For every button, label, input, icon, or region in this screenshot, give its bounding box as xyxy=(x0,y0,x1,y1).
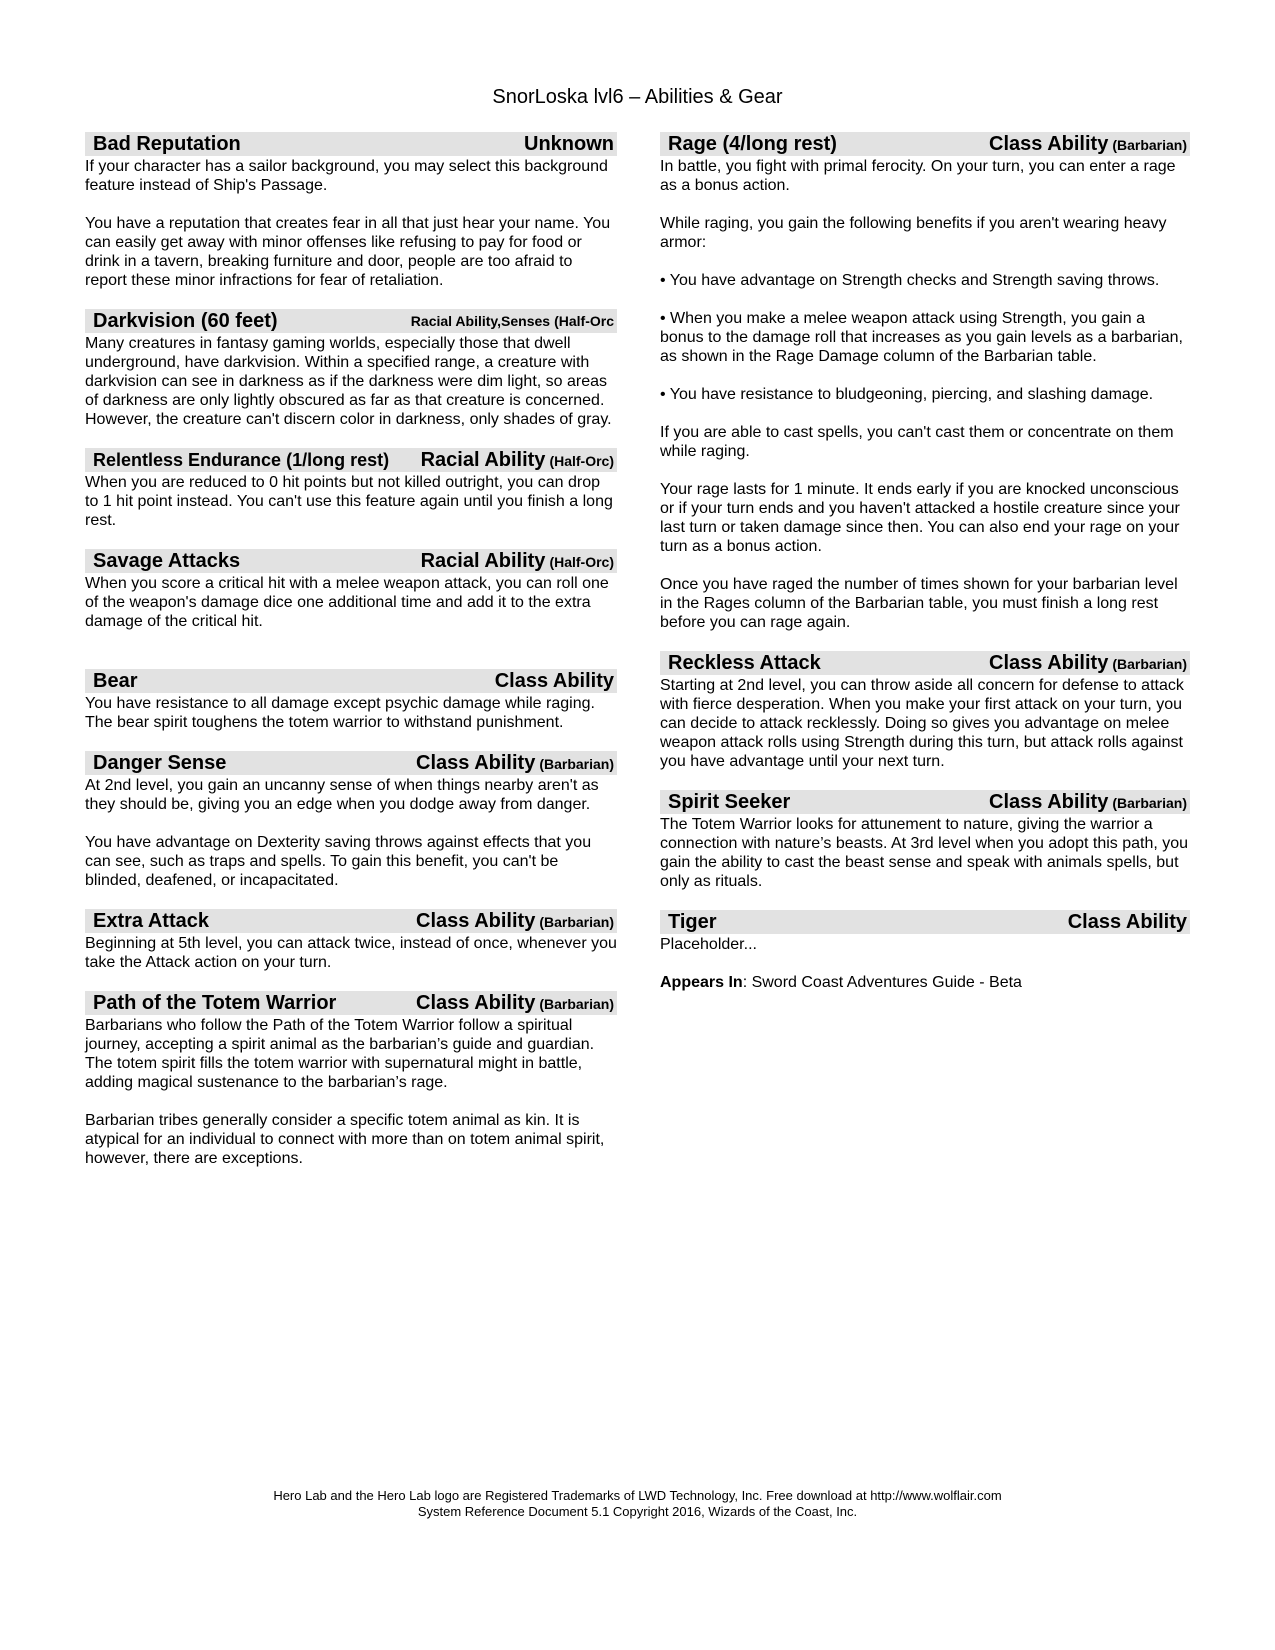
ability-source: (Barbarian) xyxy=(539,996,614,1012)
paragraph: Many creatures in fantasy gaming worlds, especially those that dwell underground, have darkvision. Within a specified range, a creature with darkvision can see in darkness as if the darkness were dim light, so areas of darkness are only lightly obscured as far as that creature is concerned. However, the creature can't discern color in darkness, only shades of gray. xyxy=(85,335,612,428)
ability-name: Reckless Attack xyxy=(668,652,821,674)
ability-type: Class Ability xyxy=(416,910,536,932)
ability-source: (Barbarian) xyxy=(539,914,614,930)
ability-source: (Barbarian) xyxy=(539,756,614,772)
ability-description xyxy=(660,934,1190,992)
paragraph: Beginning at 5th level, you can attack twice, instead of once, whenever you take the Attack action on your turn. xyxy=(85,935,617,971)
ability-header xyxy=(660,790,1190,814)
ability-type: Class Ability xyxy=(989,652,1109,674)
ability-source: (Half-Orc) xyxy=(549,554,614,570)
ability-source: (Half-Orc) xyxy=(549,453,614,469)
ability-description xyxy=(660,675,1190,771)
paragraph: • You have advantage on Strength checks and Strength saving throws. xyxy=(660,272,1160,289)
paragraph: You have resistance to all damage except psychic damage while raging. The bear spirit toughens the totem warrior to withstand punishment. xyxy=(85,695,595,731)
ability-name: Relentless Endurance (1/long rest) xyxy=(93,450,390,470)
ability-description xyxy=(660,814,1190,891)
ability-description xyxy=(660,156,1190,632)
ability-description xyxy=(85,775,617,890)
paragraph: In battle, you fight with primal ferocity. On your turn, you can enter a rage as a bonus action. xyxy=(660,158,1176,194)
ability-header xyxy=(85,309,617,333)
ability-name: Savage Attacks xyxy=(93,550,241,572)
ability-header xyxy=(85,448,617,472)
paragraph: If you are able to cast spells, you can't cast them or concentrate on them while raging. xyxy=(660,424,1174,460)
ability-source: (Half-Orc xyxy=(554,313,614,329)
ability-source: (Barbarian) xyxy=(1112,656,1187,672)
right-column xyxy=(660,132,1190,992)
footer-trademark: Hero Lab and the Hero Lab logo are Registered Trademarks of LWD Technology, Inc. Free download at http://www.wolflair.com xyxy=(273,1488,1002,1503)
paragraph: When you are reduced to 0 hit points but not killed outright, you can drop to 1 hit point instead. You can't use this feature again until you finish a long rest. xyxy=(85,474,613,529)
appears-in-label: Appears In xyxy=(660,974,743,991)
left-column xyxy=(85,132,617,1168)
paragraph: When you score a critical hit with a melee weapon attack, you can roll one of the weapon's damage dice one additional time and add it to the extra damage of the critical hit. xyxy=(85,575,609,630)
ability-header xyxy=(85,751,617,775)
ability-description xyxy=(85,1015,617,1168)
ability-name: Extra Attack xyxy=(93,910,209,932)
paragraph: Barbarians who follow the Path of the Totem Warrior follow a spiritual journey, accepting a spirit animal as the barbarian’s guide and guardian. The totem spirit fills the totem warrior with supernatural might in battle, adding magical sustenance to the barbarian’s rage. xyxy=(85,1017,595,1091)
ability-bad-reputation xyxy=(85,132,617,290)
ability-type: Class Ability xyxy=(989,791,1109,813)
ability-name: Tiger xyxy=(668,911,717,933)
ability-type: Class Ability xyxy=(1067,911,1187,933)
ability-header xyxy=(660,651,1190,675)
paragraph: Your rage lasts for 1 minute. It ends early if you are knocked unconscious or if your turn ends and you haven't attacked a hostile creature since your last turn or taken damage since then. You can also end your rage on your turn as a bonus action. xyxy=(660,481,1180,555)
ability-name: Danger Sense xyxy=(93,752,227,774)
paragraph: You have a reputation that creates fear in all that just hear your name. You can easily get away with minor offenses like refusing to pay for food or drink in a tavern, breaking furniture and door, people are too afraid to report these minor infractions for fear of retaliation. xyxy=(85,215,611,289)
ability-reckless-attack xyxy=(660,651,1190,771)
ability-header xyxy=(85,132,617,156)
ability-type: Racial Ability xyxy=(420,449,546,471)
ability-description xyxy=(85,693,617,732)
appears-in xyxy=(660,973,1190,992)
ability-description xyxy=(85,156,617,290)
ability-source: (Barbarian) xyxy=(1112,795,1187,811)
ability-description xyxy=(85,333,617,429)
paragraph: The Totem Warrior looks for attunement to nature, giving the warrior a connection with nature’s beasts. At 3rd level when you adopt this path, you gain the ability to cast the beast sense and speak with animals spells, but only as rituals. xyxy=(660,816,1189,890)
ability-description xyxy=(85,933,617,972)
ability-bear xyxy=(85,669,617,732)
ability-description xyxy=(85,573,617,631)
paragraph: At 2nd level, you gain an uncanny sense of when things nearby aren't as they should be, giving you an edge when you dodge away from danger. xyxy=(85,777,599,813)
paragraph: Once you have raged the number of times shown for your barbarian level in the Rages column of the Barbarian table, you must finish a long rest before you can rage again. xyxy=(660,576,1178,631)
ability-type: Class Ability xyxy=(416,992,536,1014)
ability-extra-attack xyxy=(85,909,617,972)
ability-type: Class Ability xyxy=(416,752,536,774)
ability-header xyxy=(85,909,617,933)
paragraph: Starting at 2nd level, you can throw aside all concern for defense to attack with fierce desperation. When you make your first attack on your turn, you can decide to attack recklessly. Doing so gives you advantage on melee weapon attack rolls using Strength during this turn, but attack rolls against you have advantage until your next turn. xyxy=(660,677,1184,770)
ability-spirit-seeker xyxy=(660,790,1190,891)
paragraph: If your character has a sailor background, you may select this background feature instead of Ship's Passage. xyxy=(85,158,608,194)
ability-type: Class Ability xyxy=(989,133,1109,155)
ability-type: Class Ability xyxy=(494,670,614,692)
ability-darkvision xyxy=(85,309,617,429)
ability-header xyxy=(85,549,617,573)
ability-savage-attacks xyxy=(85,549,617,631)
ability-type: Racial Ability xyxy=(420,550,546,572)
footer xyxy=(0,1488,1275,1520)
ability-name: Darkvision (60 feet) xyxy=(93,310,278,332)
ability-danger-sense xyxy=(85,751,617,890)
ability-name: Bad Reputation xyxy=(93,133,241,155)
ability-header xyxy=(85,991,617,1015)
ability-name: Spirit Seeker xyxy=(668,791,791,813)
paragraph: While raging, you gain the following benefits if you aren't wearing heavy armor: xyxy=(660,215,1167,251)
ability-name: Path of the Totem Warrior xyxy=(93,992,337,1014)
paragraph: Barbarian tribes generally consider a specific totem animal as kin. It is atypical for an individual to connect with more than on totem animal spirit, however, there are exceptions. xyxy=(85,1112,605,1167)
ability-source: (Barbarian) xyxy=(1112,137,1187,153)
ability-type: Unknown xyxy=(524,133,614,155)
ability-name: Bear xyxy=(93,670,138,692)
ability-header xyxy=(85,669,617,693)
appears-in-value: : Sword Coast Adventures Guide - Beta xyxy=(742,974,1022,991)
paragraph: Placeholder... xyxy=(660,936,757,953)
ability-path-of-totem-warrior xyxy=(85,991,617,1168)
paragraph: You have advantage on Dexterity saving throws against effects that you can see, such as traps and spells. To gain this benefit, you can't be blinded, deafened, or incapacitated. xyxy=(85,834,592,889)
ability-type: Racial Ability,Senses xyxy=(410,313,551,329)
ability-relentless-endurance xyxy=(85,448,617,530)
ability-header xyxy=(660,910,1190,934)
ability-name: Rage (4/long rest) xyxy=(668,133,837,155)
ability-description xyxy=(85,472,617,530)
paragraph: • You have resistance to bludgeoning, piercing, and slashing damage. xyxy=(660,386,1154,403)
footer-copyright: System Reference Document 5.1 Copyright 2016, Wizards of the Coast, Inc. xyxy=(417,1504,858,1519)
paragraph: • When you make a melee weapon attack using Strength, you gain a bonus to the damage roll that increases as you gain levels as a barbarian, as shown in the Rage Damage column of the Barbarian table. xyxy=(660,310,1183,365)
page-title: SnorLoska lvl6 – Abilities & Gear xyxy=(492,86,783,108)
ability-rage xyxy=(660,132,1190,632)
ability-header xyxy=(660,132,1190,156)
ability-tiger xyxy=(660,910,1190,992)
